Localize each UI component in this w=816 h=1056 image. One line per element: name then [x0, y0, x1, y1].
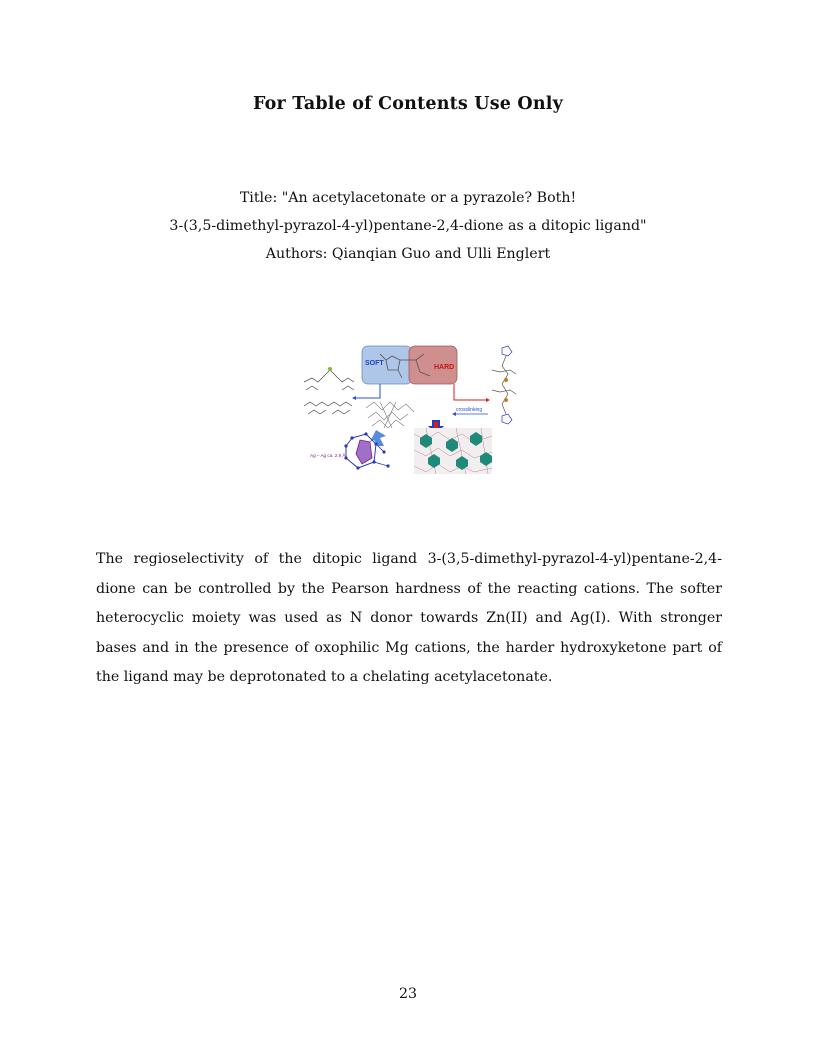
toc-heading: For Table of Contents Use Only — [253, 94, 563, 114]
toc-graphic — [296, 342, 520, 480]
blue-arrow — [370, 430, 386, 446]
ag-distance-label: Ag – Ag ca. 2.9 Å — [310, 453, 346, 458]
soft-label: SOFT — [365, 360, 384, 367]
abstract — [96, 545, 722, 693]
title-block — [0, 184, 816, 268]
left-structures — [304, 367, 354, 414]
crosslinking-label: crosslinking — [456, 407, 483, 413]
central-complex — [366, 402, 414, 428]
title-line-2: 3-(3,5-dimethyl-pyrazol-4-yl)pentane-2,4-dione as a ditopic ligand" — [169, 218, 647, 234]
abstract-text: The regioselectivity of the ditopic ligand 3-(3,5-dimethyl-pyrazol-4-yl)pentane-2,4-dione can be controlled by the Pearson hardness of the reacting cations. The softer heterocyclic moiety was used as N donor towards Zn(II) and Ag(I). With stronger bases and in the presence of oxophilic Mg cations, the harder hydroxyketone part of the ligand may be deprotonated to a chelating acetylacetonate. — [96, 551, 722, 686]
right-chain — [492, 346, 516, 424]
page-number: 23 — [398, 986, 418, 1002]
hard-label: HARD — [434, 364, 455, 371]
ag-network — [344, 432, 389, 469]
title-line-1: Title: "An acetylacetonate or a pyrazole? Both! — [239, 190, 577, 206]
soft-arrow — [356, 384, 380, 398]
mg-network — [414, 428, 492, 474]
authors-line: Authors: Qianqian Guo and Ulli Englert — [265, 246, 551, 262]
hard-arrow — [454, 384, 486, 400]
